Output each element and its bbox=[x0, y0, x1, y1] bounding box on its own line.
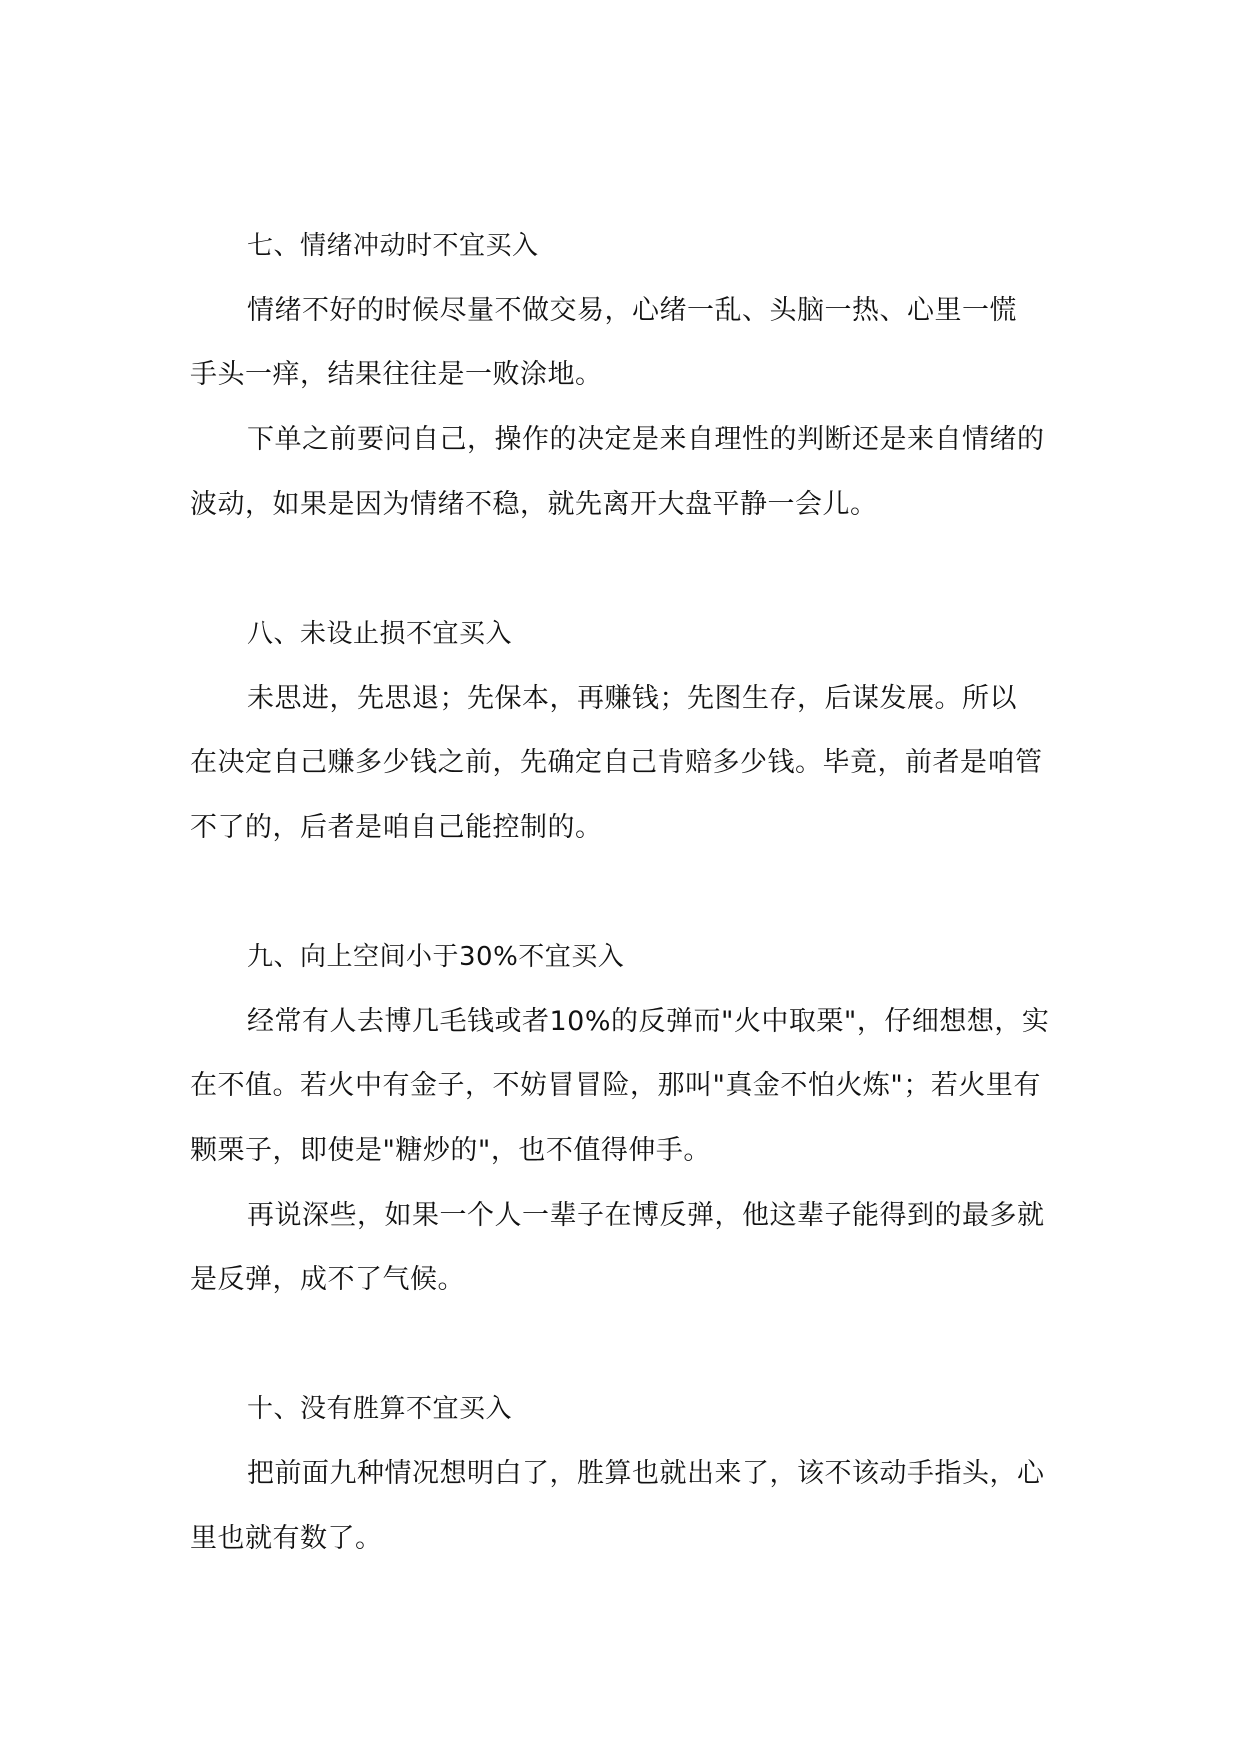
paragraph-line: 在不值。若火中有金子，不妨冒冒险，那叫"真金不怕火炼"；若火里有 bbox=[190, 1070, 1041, 1101]
paragraph-line: 情绪不好的时候尽量不做交易，心绪一乱、头脑一热、心里一慌 bbox=[247, 295, 1017, 326]
paragraph-line: 手头一痒，结果往往是一败涂地。 bbox=[190, 359, 603, 390]
paragraph-line: 波动，如果是因为情绪不稳，就先离开大盘平静一会儿。 bbox=[190, 489, 878, 520]
paragraph-line: 经常有人去博几毛钱或者10%的反弹而"火中取栗"，仔细想想，实 bbox=[247, 1006, 1050, 1037]
paragraph-line: 在决定自己赚多少钱之前，先确定自己肯赔多少钱。毕竟，前者是咱管 bbox=[190, 747, 1043, 778]
section-heading: 九、向上空间小于30%不宜买入 bbox=[247, 942, 625, 972]
paragraph-line: 不了的，后者是咱自己能控制的。 bbox=[190, 812, 603, 843]
paragraph-line: 里也就有数了。 bbox=[190, 1523, 383, 1554]
paragraph-line: 把前面九种情况想明白了，胜算也就出来了，该不该动手指头，心 bbox=[247, 1458, 1045, 1489]
section-heading: 七、情绪冲动时不宜买入 bbox=[247, 231, 539, 261]
section-heading: 八、未设止损不宜买入 bbox=[247, 619, 513, 649]
paragraph-line: 再说深些，如果一个人一辈子在博反弹，他这辈子能得到的最多就 bbox=[247, 1200, 1045, 1231]
paragraph-line: 下单之前要问自己，操作的决定是来自理性的判断还是来自情绪的 bbox=[247, 424, 1045, 455]
paragraph-line: 颗栗子，即使是"糖炒的"，也不值得伸手。 bbox=[190, 1135, 711, 1166]
paragraph-line: 是反弹，成不了气候。 bbox=[190, 1264, 465, 1295]
paragraph-line: 未思进，先思退；先保本，再赚钱；先图生存，后谋发展。所以 bbox=[247, 683, 1017, 714]
section-heading: 十、没有胜算不宜买入 bbox=[247, 1394, 513, 1424]
